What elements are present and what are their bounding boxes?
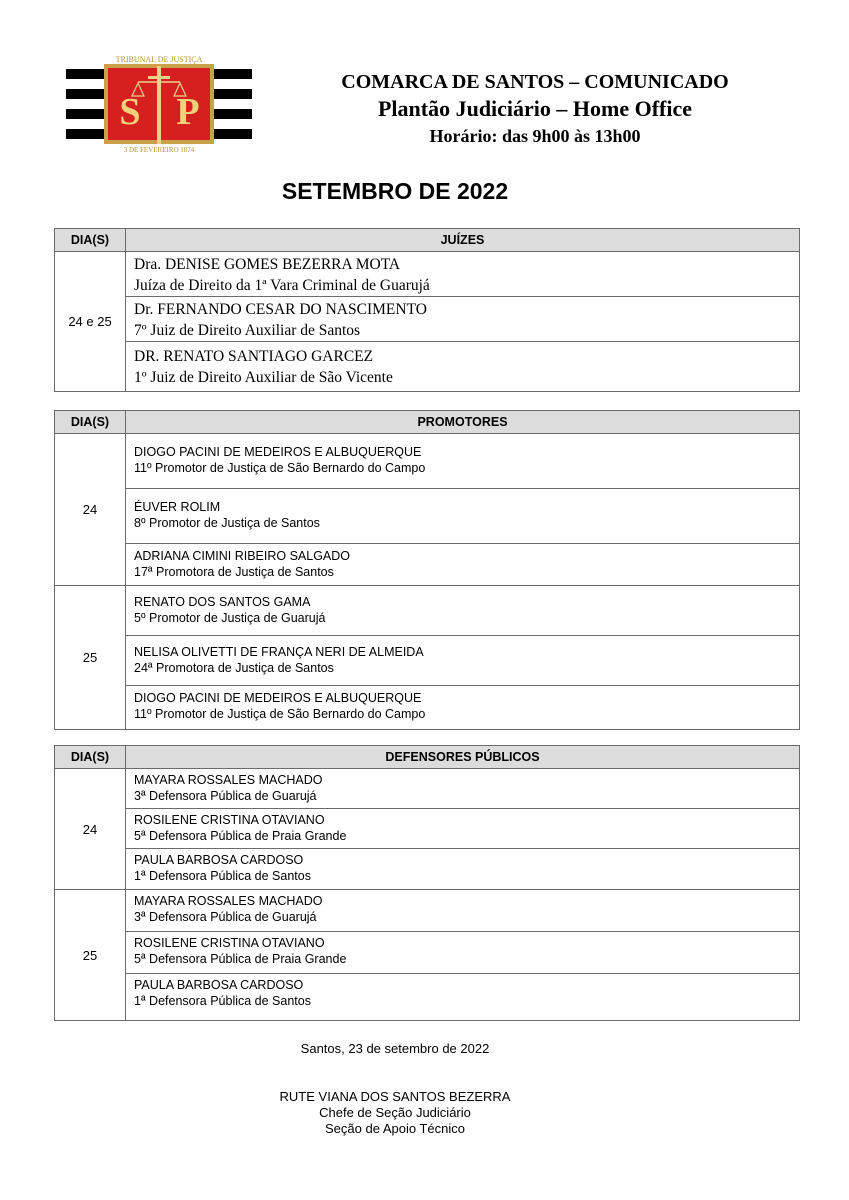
promoters-col-days: DIA(S) <box>55 411 126 434</box>
defender-role: 1ª Defensora Pública de Santos <box>134 869 311 883</box>
header-horario: Horário: das 9h00 às 13h00 <box>429 126 641 146</box>
defender-name: PAULA BARBOSA CARDOSO <box>134 978 304 992</box>
defender-name: PAULA BARBOSA CARDOSO <box>134 853 304 867</box>
defender-role: 1ª Defensora Pública de Santos <box>134 994 311 1008</box>
tjsp-logo <box>66 52 252 155</box>
judge-name: Dr. FERNANDO CESAR DO NASCIMENTO <box>134 301 427 318</box>
defender-entry <box>126 890 800 932</box>
promoter-role: 11º Promotor de Justiça de São Bernardo do Campo <box>134 707 426 721</box>
promoter-role: 17ª Promotora de Justiça de Santos <box>134 565 334 579</box>
promoter-name: DIOGO PACINI DE MEDEIROS E ALBUQUERQUE <box>134 445 422 459</box>
logo-top-text: TRIBUNAL DE JUSTIÇA <box>115 55 203 64</box>
promoter-name: ÉUVER ROLIM <box>134 500 221 514</box>
footer-section: Seção de Apoio Técnico <box>325 1121 465 1136</box>
promoter-entry <box>126 686 800 730</box>
defenders-col-days: DIA(S) <box>55 746 126 769</box>
judge-name: DR. RENATO SANTIAGO GARCEZ <box>134 348 374 365</box>
promoter-name: RENATO DOS SANTOS GAMA <box>134 595 311 609</box>
defender-entry <box>126 974 800 1021</box>
logo-bottom-text: 3 DE FEVEREIRO 1874 <box>123 146 195 154</box>
defender-role: 5ª Defensora Pública de Praia Grande <box>134 829 347 843</box>
month-title: SETEMBRO DE 2022 <box>281 178 509 204</box>
defenders-col-title: DEFENSORES PÚBLICOS <box>126 746 800 769</box>
defenders-day: 25 <box>55 890 126 1021</box>
judge-entry <box>126 297 800 342</box>
promoters-day: 25 <box>55 586 126 730</box>
defenders-day: 24 <box>55 769 126 890</box>
judge-entry <box>126 342 800 392</box>
promoters-col-title: PROMOTORES <box>126 411 800 434</box>
promoter-role: 8º Promotor de Justiça de Santos <box>134 516 320 530</box>
promoter-name: ADRIANA CIMINI RIBEIRO SALGADO <box>134 549 351 563</box>
judges-col-days: DIA(S) <box>55 229 126 252</box>
promoter-role: 5º Promotor de Justiça de Guarujá <box>134 611 326 625</box>
judge-role: 1º Juiz de Direito Auxiliar de São Vicente <box>134 369 393 386</box>
promoter-name: NELISA OLIVETTI DE FRANÇA NERI DE ALMEIDA <box>134 645 424 659</box>
promoter-entry <box>126 489 800 544</box>
judge-name: Dra. DENISE GOMES BEZERRA MOTA <box>134 256 401 273</box>
defender-entry <box>126 932 800 974</box>
promoter-entry <box>126 434 800 489</box>
defender-name: ROSILENE CRISTINA OTAVIANO <box>134 813 325 827</box>
promoters-table <box>54 410 800 730</box>
defender-entry <box>126 809 800 849</box>
promoter-entry <box>126 636 800 686</box>
defender-name: ROSILENE CRISTINA OTAVIANO <box>134 936 325 950</box>
judge-entry <box>126 252 800 297</box>
footer-date: Santos, 23 de setembro de 2022 <box>300 1041 490 1056</box>
judge-role: 7º Juiz de Direito Auxiliar de Santos <box>134 322 361 339</box>
defender-entry <box>126 849 800 890</box>
defenders-table <box>54 745 800 1021</box>
defender-role: 5ª Defensora Pública de Praia Grande <box>134 952 347 966</box>
defender-role: 3ª Defensora Pública de Guarujá <box>134 910 317 924</box>
defender-name: MAYARA ROSSALES MACHADO <box>134 773 323 787</box>
promoters-day: 24 <box>55 434 126 586</box>
promoter-role: 11º Promotor de Justiça de São Bernardo do Campo <box>134 461 426 475</box>
footer-title: Chefe de Seção Judiciário <box>319 1105 471 1120</box>
defender-entry <box>126 769 800 809</box>
judges-day: 24 e 25 <box>55 252 126 392</box>
promoter-role: 24ª Promotora de Justiça de Santos <box>134 661 334 675</box>
judge-role: Juíza de Direito da 1ª Vara Criminal de Guarujá <box>134 277 430 294</box>
defender-role: 3ª Defensora Pública de Guarujá <box>134 789 317 803</box>
defender-name: MAYARA ROSSALES MACHADO <box>134 894 323 908</box>
promoter-name: DIOGO PACINI DE MEDEIROS E ALBUQUERQUE <box>134 691 422 705</box>
svg-text:S: S <box>119 91 141 133</box>
promoter-entry <box>126 544 800 586</box>
header-comarca: COMARCA DE SANTOS – COMUNICADO <box>341 71 729 93</box>
promoter-entry <box>126 586 800 636</box>
header-plantao: Plantão Judiciário – Home Office <box>377 96 693 121</box>
judges-col-title: JUÍZES <box>126 229 800 252</box>
judges-table <box>54 228 800 392</box>
svg-text:P: P <box>176 91 200 133</box>
footer-signer: RUTE VIANA DOS SANTOS BEZERRA <box>279 1089 511 1104</box>
